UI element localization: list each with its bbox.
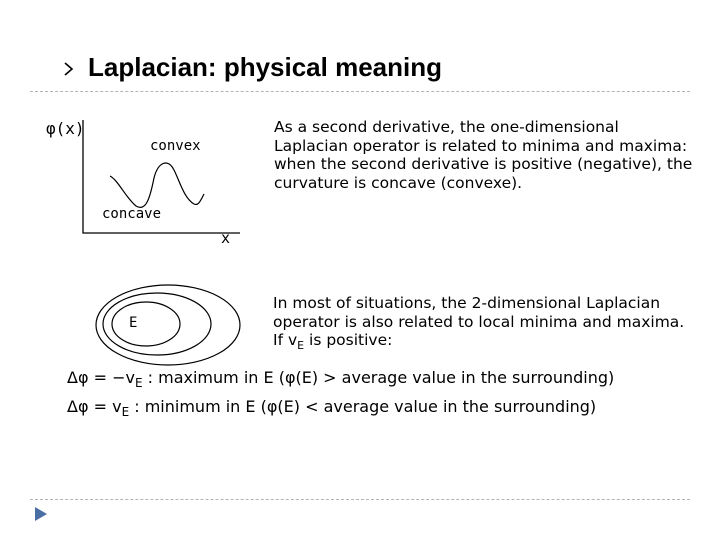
contour-ellipses-diagram (92, 282, 248, 368)
equation-operator: = v (88, 397, 122, 416)
phi-symbol: φ (77, 368, 89, 387)
paragraph-two-end: is positive: (304, 331, 393, 349)
equation-subscript: E (121, 405, 130, 420)
phi-x-axis-label: φ(x) (46, 119, 85, 138)
concave-label: concave (102, 206, 162, 222)
x-axis-label: x (221, 229, 231, 247)
inner-contour (112, 302, 180, 346)
equation-operator: = −v (88, 368, 135, 387)
outer-contour (96, 285, 240, 365)
bullet-icon (64, 62, 74, 76)
equation-maximum (67, 368, 614, 390)
paragraph-one-dimensional: As a second derivative, the one-dimensional Laplacian operator is related to minima and maxima: when the second derivative is positive (negative), the curvature is concave (convexe). (274, 118, 693, 192)
footer-divider (30, 499, 690, 500)
equation-minimum (67, 397, 596, 419)
next-slide-arrow-icon[interactable] (34, 506, 48, 522)
equation-description: : maximum in E (φ(E) > average value in the surrounding) (142, 368, 615, 387)
delta-symbol: Δ (67, 368, 78, 387)
middle-contour (103, 293, 211, 355)
equation-subscript: E (134, 376, 143, 391)
equation-description: : minimum in E (φ(E) < average value in the surrounding) (129, 397, 597, 416)
title-divider (30, 91, 690, 92)
point-e-label: E (129, 315, 138, 331)
phi-symbol: φ (77, 397, 89, 416)
paragraph-two-dimensional (273, 294, 693, 356)
delta-symbol: Δ (67, 397, 78, 416)
paragraph-two-text: In most of situations, the 2-dimensional Laplacian operator is also related to local minima and maxima. If v (273, 294, 685, 349)
convex-label: convex (150, 138, 201, 154)
phi-curve (110, 163, 204, 207)
paragraph-two-subscript: E (297, 339, 305, 353)
slide-title: Laplacian: physical meaning (88, 52, 442, 82)
